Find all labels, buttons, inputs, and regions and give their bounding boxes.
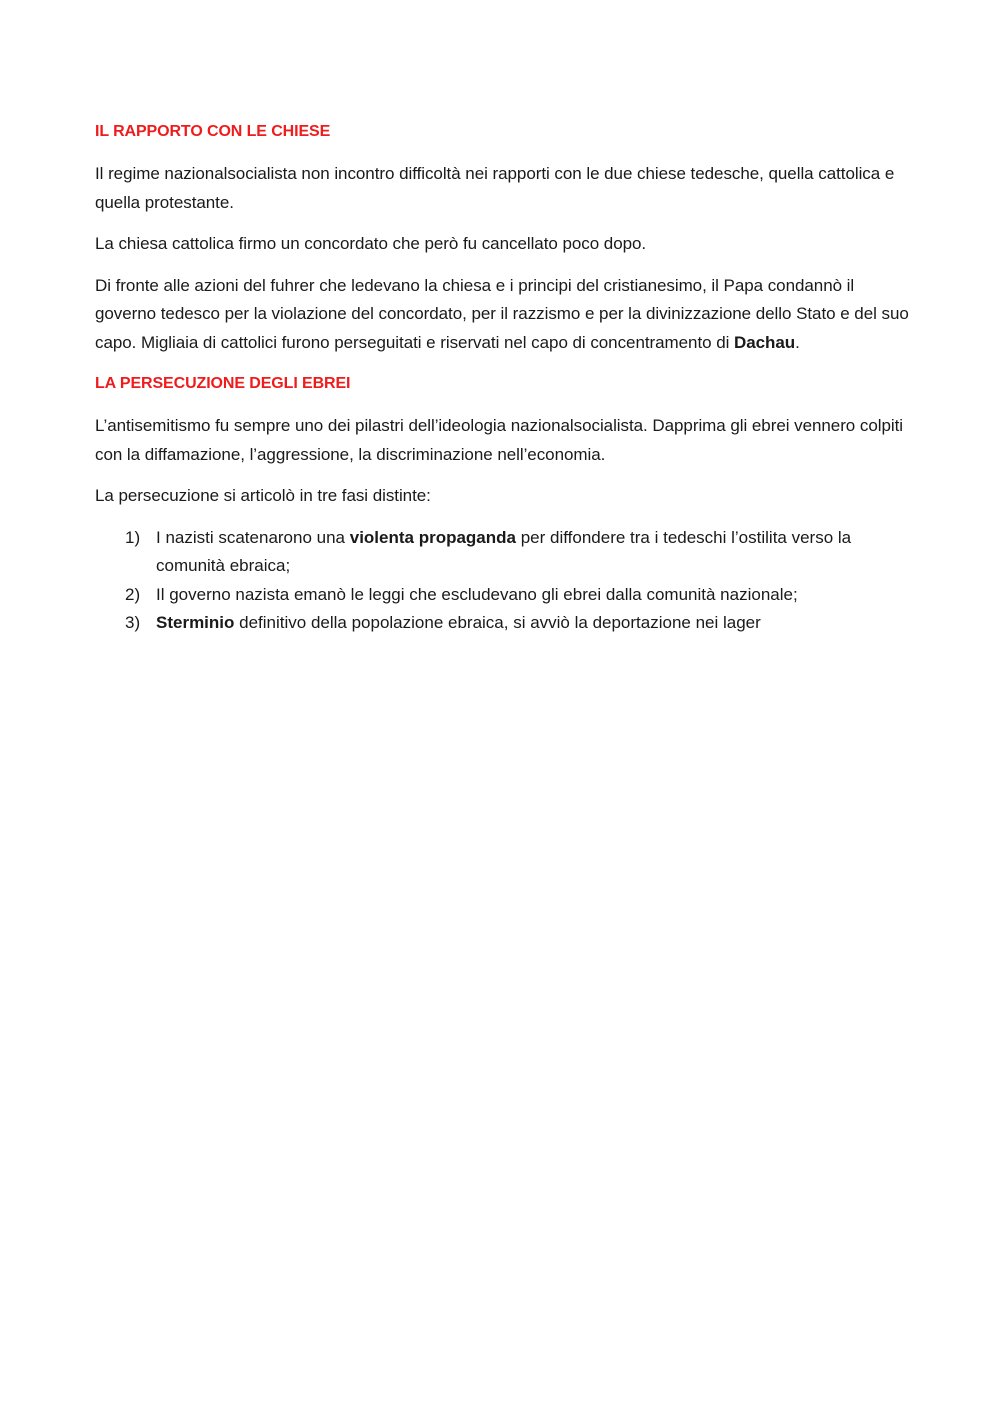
section-heading-persecution: LA PERSECUZIONE DEGLI EBREI — [95, 375, 351, 392]
phases-list — [95, 524, 910, 638]
list-item-text — [156, 609, 910, 638]
list-text-part: definitivo della popolazione ebraica, si avviò la deportazione nei lager — [234, 613, 761, 632]
list-number: 2) — [125, 584, 141, 604]
paragraph-text: Di fronte alle azioni del fuhrer che ledevano la chiesa e i principi del cristianesimo, il Papa condannò il governo tedesco per la violazione del concordato, per il razzismo e per la divinizzazione dello Stato e del suo capo. Migliaia di cattolici furono perseguitati e riservati nel capo di concentramento di — [95, 275, 909, 352]
list-number: 1) — [125, 527, 141, 547]
paragraph: Il regime nazionalsocialista non incontro difficoltà nei rapporti con le due chiese tedesche, quella cattolica e quella protestante. — [95, 164, 895, 212]
list-item — [95, 581, 910, 610]
bold-term: Dachau — [734, 332, 796, 352]
list-item — [95, 524, 910, 581]
list-text-part: Il governo nazista emanò le leggi che escludevano gli ebrei dalla comunità nazionale; — [156, 584, 798, 604]
list-number: 3) — [125, 613, 141, 632]
paragraph-text: . — [795, 332, 800, 352]
paragraph: La chiesa cattolica firmo un concordato che però fu cancellato poco dopo. — [95, 234, 647, 253]
paragraph: L’antisemitismo fu sempre uno dei pilastri dell’ideologia nazionalsocialista. Dapprima gli ebrei vennero colpiti con la diffamazione, l’aggressione, la discriminazione nell’economia. — [95, 416, 903, 464]
section-heading-churches: IL RAPPORTO CON LE CHIESE — [95, 123, 331, 140]
list-item-text — [156, 524, 910, 581]
paragraph — [95, 272, 910, 358]
list-text-part: per diffondere tra i tedeschi l’ostilita verso la comunità ebraica; — [156, 527, 852, 575]
paragraph: La persecuzione si articolò in tre fasi distinte: — [95, 486, 431, 505]
list-item-text — [156, 581, 910, 610]
bold-term: violenta propaganda — [349, 527, 516, 547]
bold-term: Sterminio — [156, 613, 235, 632]
list-item — [95, 609, 910, 638]
list-text-part: I nazisti scatenarono una — [156, 527, 350, 547]
document-page — [95, 118, 910, 638]
